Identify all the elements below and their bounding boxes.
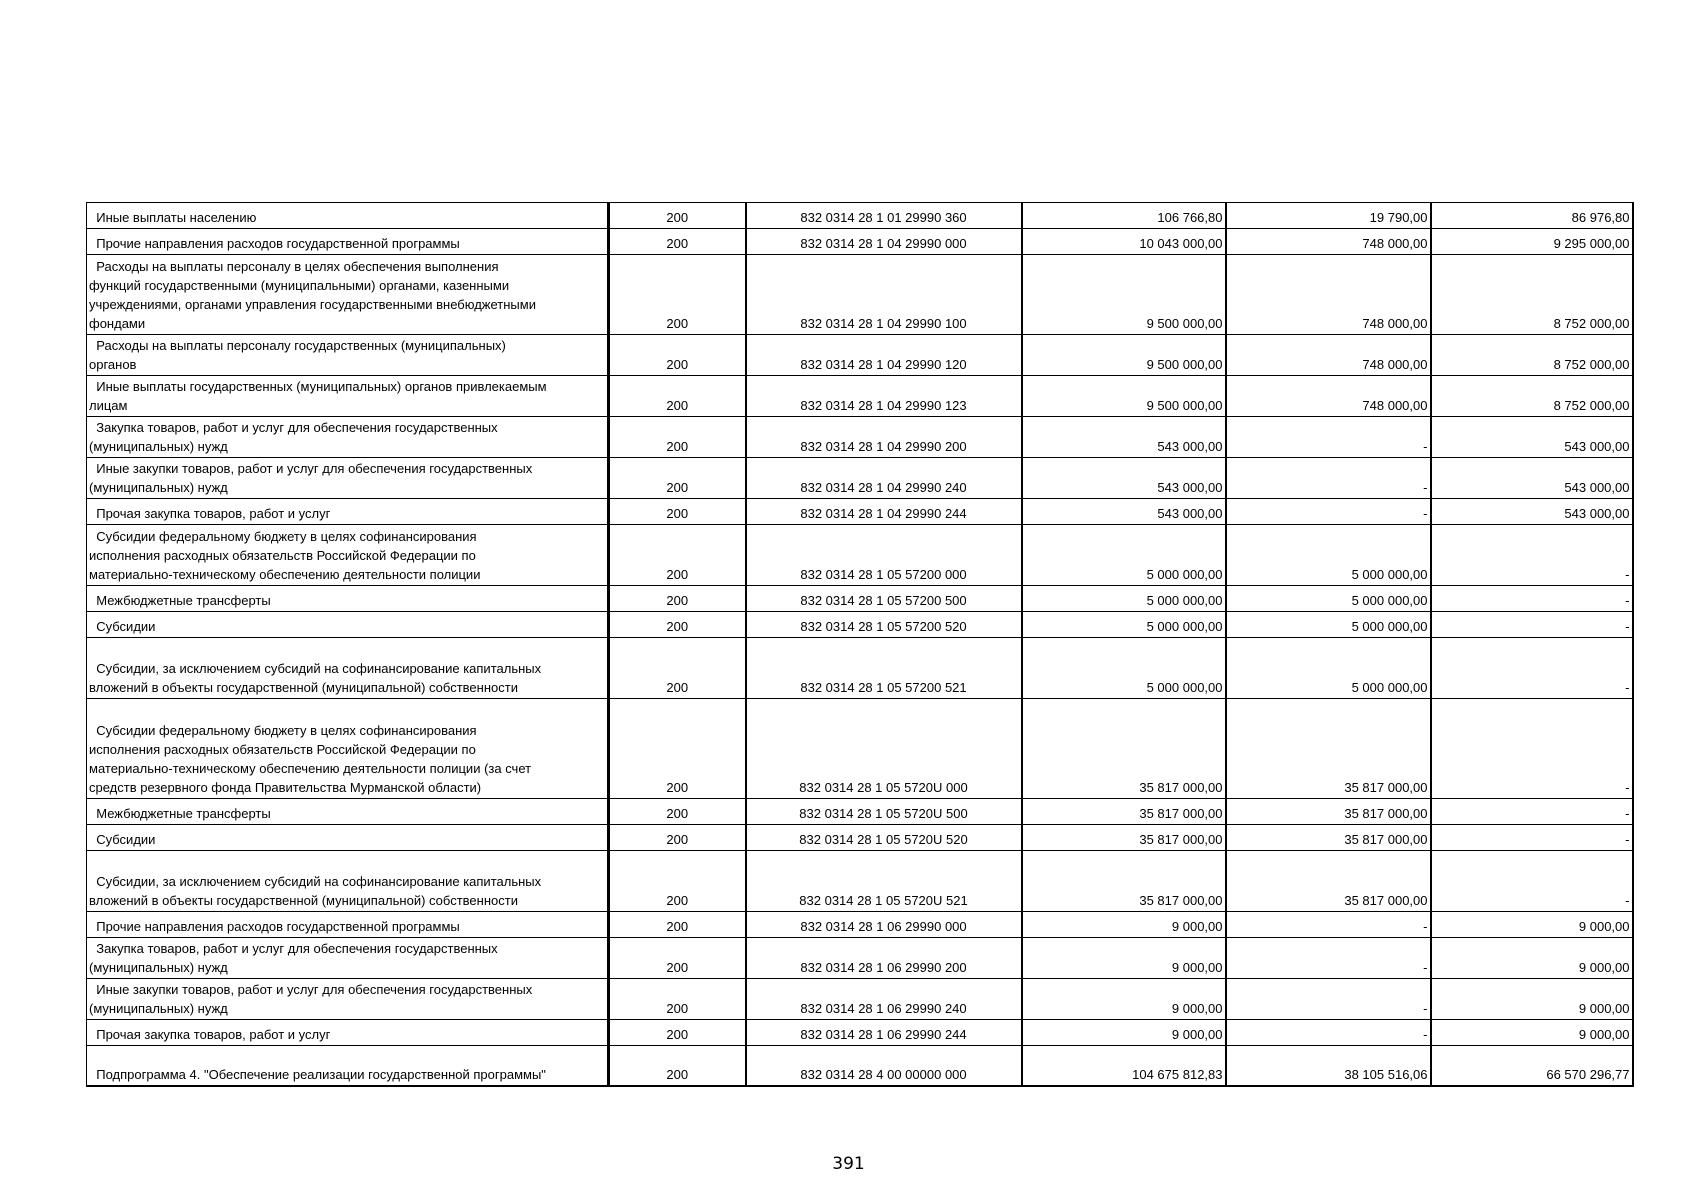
budget-classification-cell: 832 0314 28 1 05 5720U 521 (746, 851, 1022, 912)
code-cell: 200 (609, 638, 746, 699)
amount-cell: 5 000 000,00 (1226, 612, 1431, 638)
amount-cell: - (1226, 979, 1431, 1020)
amount-cell: 5 000 000,00 (1226, 586, 1431, 612)
budget-classification-cell: 832 0314 28 1 06 29990 240 (746, 979, 1022, 1020)
amount-cell: 66 570 296,77 (1431, 1046, 1633, 1086)
amount-cell: - (1431, 525, 1633, 586)
table-row (87, 1020, 1633, 1046)
budget-classification-cell: 832 0314 28 1 04 29990 100 (746, 255, 1022, 335)
code-cell: 200 (609, 612, 746, 638)
code-cell: 200 (609, 499, 746, 525)
budget-classification-cell: 832 0314 28 1 05 57200 500 (746, 586, 1022, 612)
amount-cell: 543 000,00 (1431, 499, 1633, 525)
code-cell: 200 (609, 525, 746, 586)
code-cell: 200 (609, 912, 746, 938)
amount-cell: 35 817 000,00 (1226, 825, 1431, 851)
amount-cell: 543 000,00 (1431, 417, 1633, 458)
amount-cell: 10 043 000,00 (1022, 229, 1226, 255)
budget-classification-cell: 832 0314 28 1 05 57200 521 (746, 638, 1022, 699)
amount-cell: 8 752 000,00 (1431, 335, 1633, 376)
amount-cell: 9 500 000,00 (1022, 255, 1226, 335)
amount-cell: 35 817 000,00 (1022, 825, 1226, 851)
amount-cell: 748 000,00 (1226, 229, 1431, 255)
expense-name-cell: Межбюджетные трансферты (87, 586, 609, 612)
amount-cell: 9 000,00 (1431, 979, 1633, 1020)
budget-classification-cell: 832 0314 28 4 00 00000 000 (746, 1046, 1022, 1086)
amount-cell: 8 752 000,00 (1431, 376, 1633, 417)
amount-cell: 35 817 000,00 (1022, 851, 1226, 912)
budget-classification-cell: 832 0314 28 1 05 5720U 520 (746, 825, 1022, 851)
amount-cell: 106 766,80 (1022, 203, 1226, 229)
budget-classification-cell: 832 0314 28 1 01 29990 360 (746, 203, 1022, 229)
amount-cell: - (1431, 586, 1633, 612)
amount-cell: 35 817 000,00 (1022, 799, 1226, 825)
table-row (87, 699, 1633, 799)
code-cell: 200 (609, 1046, 746, 1086)
expense-name-cell: Иные закупки товаров, работ и услуг для обеспечения государственных (муниципальных) нужд (87, 979, 609, 1020)
expense-name-cell: Субсидии, за исключением субсидий на софинансирование капитальных вложений в объекты государственной (муниципальной) собственности (87, 638, 609, 699)
code-cell: 200 (609, 255, 746, 335)
amount-cell: 543 000,00 (1022, 417, 1226, 458)
expense-name-cell: Иные закупки товаров, работ и услуг для обеспечения государственных (муниципальных) нужд (87, 458, 609, 499)
budget-classification-cell: 832 0314 28 1 04 29990 000 (746, 229, 1022, 255)
table-row (87, 586, 1633, 612)
expense-name-cell: Субсидии федеральному бюджету в целях софинансирования исполнения расходных обязательств Российской Федерации по материально-техническому обеспечению деятельности полиции (87, 525, 609, 586)
expense-name-cell: Прочая закупка товаров, работ и услуг (87, 499, 609, 525)
amount-cell: 748 000,00 (1226, 335, 1431, 376)
amount-cell: 9 000,00 (1022, 1020, 1226, 1046)
code-cell: 200 (609, 979, 746, 1020)
amount-cell: - (1431, 638, 1633, 699)
amount-cell: - (1226, 912, 1431, 938)
expense-name-cell: Субсидии (87, 612, 609, 638)
amount-cell: 9 295 000,00 (1431, 229, 1633, 255)
amount-cell: 35 817 000,00 (1226, 699, 1431, 799)
amount-cell: 748 000,00 (1226, 376, 1431, 417)
table-row (87, 525, 1633, 586)
expense-name-cell: Прочая закупка товаров, работ и услуг (87, 1020, 609, 1046)
expense-name-cell: Субсидии федеральному бюджету в целях софинансирования исполнения расходных обязательств Российской Федерации по материально-техническому обеспечению деятельности полиции (за счет средств резервного фонда Правительства Мурманской области) (87, 699, 609, 799)
code-cell: 200 (609, 938, 746, 979)
expense-name-cell: Закупка товаров, работ и услуг для обеспечения государственных (муниципальных) нужд (87, 938, 609, 979)
budget-classification-cell: 832 0314 28 1 06 29990 000 (746, 912, 1022, 938)
budget-classification-cell: 832 0314 28 1 06 29990 200 (746, 938, 1022, 979)
amount-cell: - (1226, 417, 1431, 458)
expense-name-cell: Расходы на выплаты персоналу государственных (муниципальных) органов (87, 335, 609, 376)
budget-classification-cell: 832 0314 28 1 05 57200 520 (746, 612, 1022, 638)
amount-cell: 104 675 812,83 (1022, 1046, 1226, 1086)
code-cell: 200 (609, 586, 746, 612)
table-row (87, 851, 1633, 912)
code-cell: 200 (609, 851, 746, 912)
amount-cell: 35 817 000,00 (1226, 799, 1431, 825)
amount-cell: 5 000 000,00 (1022, 638, 1226, 699)
table-row (87, 1046, 1633, 1086)
amount-cell: 9 000,00 (1022, 938, 1226, 979)
amount-cell: 5 000 000,00 (1022, 586, 1226, 612)
amount-cell: - (1431, 825, 1633, 851)
table-row (87, 376, 1633, 417)
amount-cell: - (1226, 499, 1431, 525)
expense-name-cell: Иные выплаты населению (87, 203, 609, 229)
amount-cell: 9 500 000,00 (1022, 376, 1226, 417)
expense-name-cell: Прочие направления расходов государственной программы (87, 912, 609, 938)
code-cell: 200 (609, 799, 746, 825)
expense-name-cell: Прочие направления расходов государственной программы (87, 229, 609, 255)
amount-cell: 5 000 000,00 (1226, 638, 1431, 699)
amount-cell: 9 000,00 (1431, 938, 1633, 979)
amount-cell: 5 000 000,00 (1226, 525, 1431, 586)
amount-cell: 9 500 000,00 (1022, 335, 1226, 376)
code-cell: 200 (609, 203, 746, 229)
table-row (87, 799, 1633, 825)
expense-name-cell: Расходы на выплаты персоналу в целях обеспечения выполнения функций государственными (муниципальными) органами, казенными учреждениями, органами управления государственными внебюджетными фондами (87, 255, 609, 335)
expense-name-cell: Субсидии, за исключением субсидий на софинансирование капитальных вложений в объекты государственной (муниципальной) собственности (87, 851, 609, 912)
amount-cell: 38 105 516,06 (1226, 1046, 1431, 1086)
expense-name-cell: Субсидии (87, 825, 609, 851)
budget-classification-cell: 832 0314 28 1 04 29990 200 (746, 417, 1022, 458)
amount-cell: 86 976,80 (1431, 203, 1633, 229)
amount-cell: 748 000,00 (1226, 255, 1431, 335)
amount-cell: 8 752 000,00 (1431, 255, 1633, 335)
amount-cell: 5 000 000,00 (1022, 612, 1226, 638)
amount-cell: 543 000,00 (1431, 458, 1633, 499)
budget-classification-cell: 832 0314 28 1 05 5720U 000 (746, 699, 1022, 799)
amount-cell: 35 817 000,00 (1022, 699, 1226, 799)
code-cell: 200 (609, 335, 746, 376)
amount-cell: - (1226, 938, 1431, 979)
code-cell: 200 (609, 229, 746, 255)
budget-classification-cell: 832 0314 28 1 04 29990 244 (746, 499, 1022, 525)
amount-cell: 35 817 000,00 (1226, 851, 1431, 912)
budget-classification-cell: 832 0314 28 1 05 57200 000 (746, 525, 1022, 586)
code-cell: 200 (609, 1020, 746, 1046)
table-row (87, 335, 1633, 376)
amount-cell: - (1431, 851, 1633, 912)
table-row (87, 979, 1633, 1020)
table-row (87, 499, 1633, 525)
table-row (87, 229, 1633, 255)
code-cell: 200 (609, 825, 746, 851)
table-row (87, 255, 1633, 335)
table-row (87, 203, 1633, 229)
budget-classification-cell: 832 0314 28 1 04 29990 123 (746, 376, 1022, 417)
budget-table (86, 202, 1634, 1087)
code-cell: 200 (609, 417, 746, 458)
budget-classification-cell: 832 0314 28 1 05 5720U 500 (746, 799, 1022, 825)
expense-name-cell: Подпрограмма 4. "Обеспечение реализации государственной программы" (87, 1046, 609, 1086)
code-cell: 200 (609, 376, 746, 417)
table-row (87, 825, 1633, 851)
amount-cell: 5 000 000,00 (1022, 525, 1226, 586)
amount-cell: 9 000,00 (1431, 912, 1633, 938)
table-row (87, 912, 1633, 938)
amount-cell: - (1431, 799, 1633, 825)
table-row (87, 612, 1633, 638)
amount-cell: - (1226, 458, 1431, 499)
amount-cell: 543 000,00 (1022, 499, 1226, 525)
expense-name-cell: Иные выплаты государственных (муниципальных) органов привлекаемым лицам (87, 376, 609, 417)
budget-classification-cell: 832 0314 28 1 04 29990 240 (746, 458, 1022, 499)
expense-name-cell: Закупка товаров, работ и услуг для обеспечения государственных (муниципальных) нужд (87, 417, 609, 458)
amount-cell: - (1226, 1020, 1431, 1046)
table-body (87, 203, 1633, 1086)
amount-cell: 9 000,00 (1022, 912, 1226, 938)
table-row (87, 938, 1633, 979)
amount-cell: 543 000,00 (1022, 458, 1226, 499)
code-cell: 200 (609, 699, 746, 799)
table-row (87, 458, 1633, 499)
amount-cell: 19 790,00 (1226, 203, 1431, 229)
amount-cell: 9 000,00 (1022, 979, 1226, 1020)
expense-name-cell: Межбюджетные трансферты (87, 799, 609, 825)
budget-classification-cell: 832 0314 28 1 04 29990 120 (746, 335, 1022, 376)
code-cell: 200 (609, 458, 746, 499)
table-row (87, 638, 1633, 699)
budget-classification-cell: 832 0314 28 1 06 29990 244 (746, 1020, 1022, 1046)
amount-cell: - (1431, 699, 1633, 799)
amount-cell: - (1431, 612, 1633, 638)
amount-cell: 9 000,00 (1431, 1020, 1633, 1046)
table-row (87, 417, 1633, 458)
page-number: 391 (832, 1154, 865, 1174)
